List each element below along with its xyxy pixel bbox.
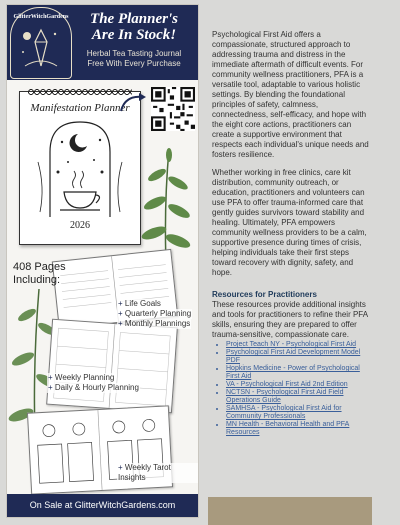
planner-title: Manifestation Planner: [30, 102, 130, 114]
footer-bar: [208, 497, 372, 525]
resources-list: [212, 341, 372, 437]
page-count-label: 408 Pages Including:: [13, 261, 66, 286]
planner-spread-weekly: [46, 319, 178, 414]
ad-headline: The Planner's Are In Stock!: [90, 11, 178, 43]
qr-code[interactable]: [151, 87, 195, 131]
planner-page-grid: [47, 320, 177, 412]
feature-life-goals: + Life Goals: [118, 299, 161, 308]
resource-link[interactable]: • Project Teach NY - Psychological First Aid: [226, 341, 372, 349]
crystal-moon-icon: [17, 26, 65, 74]
article-paragraph: Whether working in free clinics, care kit distribution, community outreach, or education, practitioners and volunteers can use PFA to offer trauma-informed care that gently guides survivors toward stability and healing. Ultimately, PFA empowers community wellness providers to be a calm, supportive presence during times of crisis, helping individuals take their first steps toward recovery with dignity, safety, and hope.: [212, 168, 367, 277]
ad-subhead: Herbal Tea Tasting Journal Free With Every Purchase: [86, 49, 182, 68]
resource-link[interactable]: • Hopkins Medicine - Power of Psychological First Aid: [226, 365, 372, 381]
planner-advertisement[interactable]: [6, 4, 199, 518]
feature-tarot: + Weekly Tarot Insights: [117, 463, 198, 483]
resource-link[interactable]: • MN Health - Behavioral Health and PFA Resources: [226, 421, 372, 437]
ad-header: [7, 5, 198, 80]
resource-link[interactable]: • NCTSN - Psychological First Aid Field Operations Guide: [226, 389, 372, 405]
resources-intro: These resources provide additional insights and tools for practitioners to refine their PFA skills, ensuring they are prepared to offer trauma-sensitive, compassionate care.: [212, 300, 368, 339]
brand-logo: [10, 7, 72, 79]
resource-link[interactable]: • SAMHSA - Psychological First Aid for Community Professionals: [226, 405, 372, 421]
article-paragraph: Psychological First Aid offers a compassionate, structured approach to addressing trauma and distress in the immediate aftermath of difficult events. For community wellness practitioners, PFA is a versatile tool, adaptable to various holistic settings. By blending the foundational principles of safety, calmness, connectedness, self-efficacy, and hope with the eight core actions, practitioners can create a supportive environment that respects each individual's unique needs and fosters resilience.: [212, 30, 369, 159]
herb-sprig-illustration: [131, 145, 199, 265]
feature-weekly: + Weekly Planning: [48, 373, 115, 382]
article-body: [212, 30, 372, 437]
feature-monthly: + Monthly Plannings: [118, 319, 191, 328]
moon-teacup-illustration: [20, 112, 140, 222]
resource-link[interactable]: • VA - Psychological First Aid 2nd Edition: [226, 381, 372, 389]
planner-year: 2026: [70, 220, 90, 231]
brand-name: GlitterWitchGardens: [13, 14, 69, 20]
feature-daily-hourly: + Daily & Hourly Planning: [48, 383, 139, 392]
resource-link[interactable]: • Psychological First Aid Development Model PDF: [226, 349, 372, 365]
spiral-binding: [28, 88, 132, 96]
ad-footer-link[interactable]: On Sale at GlitterWitchGardens.com: [7, 494, 198, 517]
curved-arrow-icon: [119, 91, 149, 115]
resources-heading: Resources for Practitioners: [212, 290, 317, 299]
feature-quarterly: + Quarterly Planning: [118, 309, 192, 318]
